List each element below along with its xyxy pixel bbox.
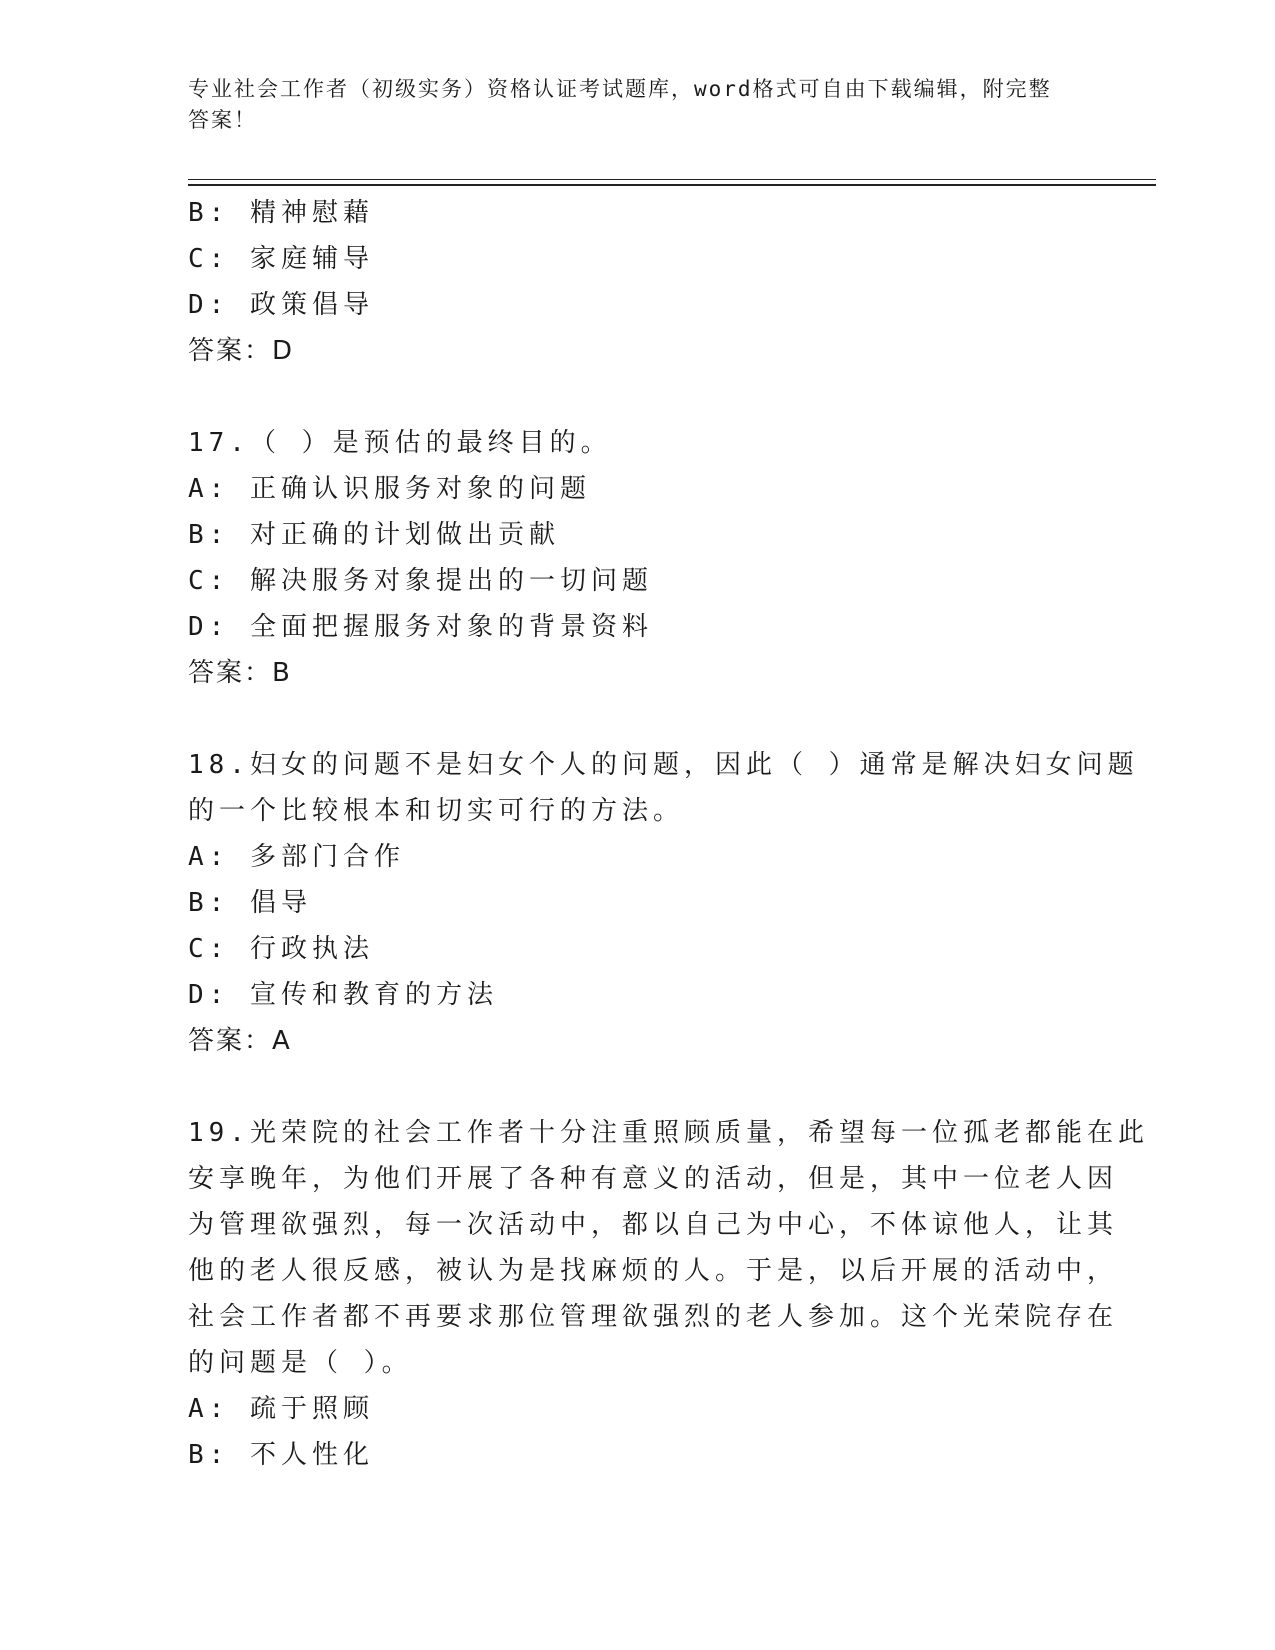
question-stem-line: 18.妇女的问题不是妇女个人的问题，因此（ ）通常是解决妇女问题 bbox=[188, 750, 1139, 780]
option-b: B: 精神慰藉 bbox=[188, 198, 374, 228]
question-stem-line: 他的老人很反感，被认为是找麻烦的人。于是，以后开展的活动中， bbox=[188, 1256, 1119, 1286]
spacer bbox=[188, 696, 1088, 742]
answer: 答案：D bbox=[188, 336, 295, 366]
question-stem: 17.（ ）是预估的最终目的。 bbox=[188, 428, 612, 458]
question-stem-line: 社会工作者都不再要求那位管理欲强烈的老人参加。这个光荣院存在 bbox=[188, 1302, 1119, 1332]
header-rule-thick bbox=[188, 184, 1156, 186]
page-header: 专业社会工作者（初级实务）资格认证考试题库，word格式可自由下载编辑，附完整答案！ bbox=[188, 77, 1052, 132]
question-16-continued bbox=[188, 190, 1088, 374]
question-stem-line: 为管理欲强烈，每一次活动中，都以自己为中心，不体谅他人，让其 bbox=[188, 1210, 1119, 1240]
header-rule-thin bbox=[188, 179, 1156, 180]
option-c: C: 行政执法 bbox=[188, 934, 374, 964]
spacer bbox=[188, 1064, 1088, 1110]
question-18 bbox=[188, 742, 1139, 1064]
spacer bbox=[188, 374, 1088, 420]
option-c: C: 家庭辅导 bbox=[188, 244, 374, 274]
option-a: A: 疏于照顾 bbox=[188, 1394, 374, 1424]
question-stem-line: 19.光荣院的社会工作者十分注重照顾质量，希望每一位孤老都能在此 bbox=[188, 1118, 1149, 1148]
answer: 答案：B bbox=[188, 658, 292, 688]
option-b: B: 对正确的计划做出贡献 bbox=[188, 520, 560, 550]
option-a: A: 正确认识服务对象的问题 bbox=[188, 474, 591, 504]
option-b: B: 不人性化 bbox=[188, 1440, 374, 1470]
answer: 答案：A bbox=[188, 1026, 292, 1056]
question-stem-line: 安享晚年，为他们开展了各种有意义的活动，但是，其中一位老人因 bbox=[188, 1164, 1119, 1194]
option-d: D: 政策倡导 bbox=[188, 290, 374, 320]
option-d: D: 全面把握服务对象的背景资料 bbox=[188, 612, 653, 642]
option-d: D: 宣传和教育的方法 bbox=[188, 980, 498, 1010]
option-b: B: 倡导 bbox=[188, 888, 312, 918]
question-stem-line: 的一个比较根本和切实可行的方法。 bbox=[188, 796, 685, 826]
question-19 bbox=[188, 1110, 1149, 1478]
question-17 bbox=[188, 420, 1088, 696]
option-c: C: 解决服务对象提出的一切问题 bbox=[188, 566, 653, 596]
question-stem-line: 的问题是（ ）。 bbox=[188, 1348, 413, 1378]
option-a: A: 多部门合作 bbox=[188, 842, 405, 872]
question-content bbox=[188, 190, 1149, 1478]
